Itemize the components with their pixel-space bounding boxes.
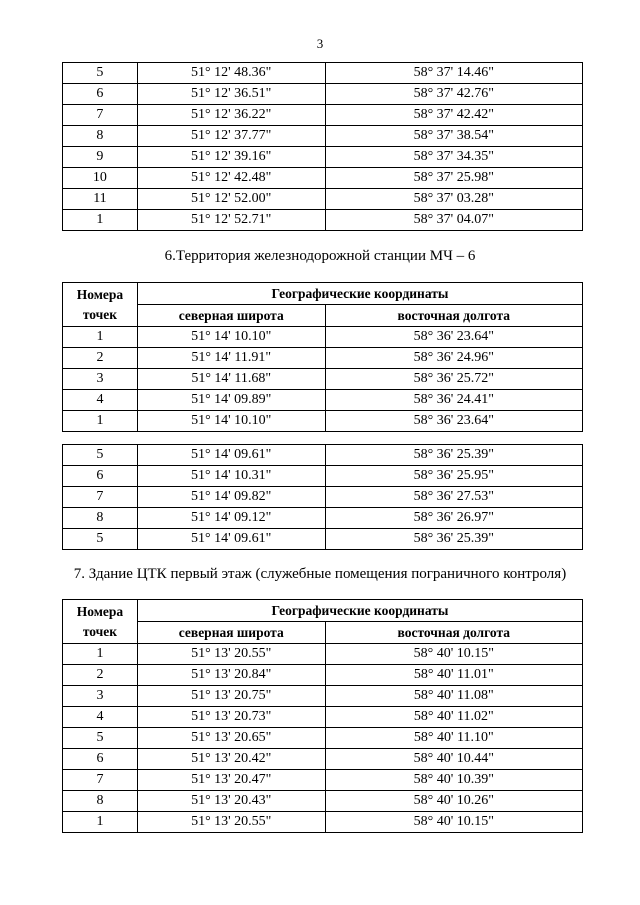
table-row [63, 749, 583, 770]
point-number-cell: 7 [63, 770, 138, 791]
longitude-cell: 58° 40' 11.10" [325, 728, 582, 749]
geo-coordinates-header: Географические координаты [137, 283, 582, 305]
table-body [63, 644, 583, 833]
table-row [63, 665, 583, 686]
latitude-cell: 51° 13' 20.84" [137, 665, 325, 686]
latitude-cell: 51° 12' 48.36" [137, 63, 325, 84]
latitude-cell: 51° 14' 09.12" [137, 508, 325, 529]
longitude-cell: 58° 36' 25.39" [325, 445, 583, 466]
latitude-cell: 51° 13' 20.55" [137, 812, 325, 833]
latitude-cell: 51° 13' 20.73" [137, 707, 325, 728]
longitude-cell: 58° 37' 03.28" [325, 189, 583, 210]
point-number-cell: 6 [63, 84, 138, 105]
point-number-cell: 11 [63, 189, 138, 210]
points-header: Номера точек [63, 283, 138, 327]
latitude-cell: 51° 14' 10.31" [137, 466, 325, 487]
coordinates-table-continued [62, 62, 583, 231]
geo-coordinates-header: Географические координаты [137, 600, 582, 622]
point-number-cell: 8 [63, 791, 138, 812]
point-number-cell: 6 [63, 466, 138, 487]
table-body [63, 327, 583, 432]
table-row [63, 466, 583, 487]
latitude-cell: 51° 13' 20.75" [137, 686, 325, 707]
latitude-cell: 51° 14' 09.61" [137, 445, 325, 466]
point-number-cell: 3 [63, 369, 138, 390]
latitude-cell: 51° 14' 10.10" [137, 327, 325, 348]
longitude-cell: 58° 37' 38.54" [325, 126, 583, 147]
longitude-cell: 58° 40' 11.08" [325, 686, 582, 707]
point-number-cell: 1 [63, 644, 138, 665]
longitude-cell: 58° 36' 23.64" [325, 327, 582, 348]
latitude-cell: 51° 13' 20.47" [137, 770, 325, 791]
table-row [63, 686, 583, 707]
point-number-cell: 1 [63, 327, 138, 348]
longitude-cell: 58° 36' 25.95" [325, 466, 583, 487]
longitude-cell: 58° 36' 24.41" [325, 390, 582, 411]
point-number-cell: 4 [63, 390, 138, 411]
latitude-header: северная широта [137, 305, 325, 327]
point-number-cell: 4 [63, 707, 138, 728]
longitude-header: восточная долгота [325, 305, 582, 327]
table-row [63, 487, 583, 508]
table-row [63, 791, 583, 812]
point-number-cell: 2 [63, 665, 138, 686]
longitude-cell: 58° 40' 10.15" [325, 644, 582, 665]
page-number: 3 [316, 36, 324, 51]
table-row [63, 147, 583, 168]
table-row [63, 812, 583, 833]
point-number-cell: 5 [63, 445, 138, 466]
longitude-header: восточная долгота [325, 622, 582, 644]
table-row [63, 189, 583, 210]
point-number-cell: 5 [63, 728, 138, 749]
section-7-heading: 7. Здание ЦТК первый этаж (служебные помещения пограничного контроля) [73, 566, 567, 582]
latitude-cell: 51° 14' 11.91" [137, 348, 325, 369]
latitude-cell: 51° 12' 39.16" [137, 147, 325, 168]
table-row [63, 105, 583, 126]
point-number-cell: 9 [63, 147, 138, 168]
longitude-cell: 58° 40' 11.02" [325, 707, 582, 728]
longitude-cell: 58° 40' 11.01" [325, 665, 582, 686]
longitude-cell: 58° 40' 10.15" [325, 812, 582, 833]
point-number-cell: 8 [63, 508, 138, 529]
latitude-header: северная широта [137, 622, 325, 644]
table-row [63, 529, 583, 550]
point-number-cell: 7 [63, 487, 138, 508]
point-number-cell: 5 [63, 63, 138, 84]
latitude-cell: 51° 12' 52.00" [137, 189, 325, 210]
latitude-cell: 51° 12' 52.71" [137, 210, 325, 231]
latitude-cell: 51° 14' 11.68" [137, 369, 325, 390]
section-7-table [62, 599, 583, 833]
section-6-table [62, 282, 583, 432]
latitude-cell: 51° 12' 36.22" [137, 105, 325, 126]
latitude-cell: 51° 14' 09.61" [137, 529, 325, 550]
table-body [63, 63, 583, 231]
longitude-cell: 58° 36' 23.64" [325, 411, 582, 432]
table-row [63, 210, 583, 231]
point-number-cell: 10 [63, 168, 138, 189]
longitude-cell: 58° 40' 10.39" [325, 770, 582, 791]
table-row [63, 84, 583, 105]
latitude-cell: 51° 13' 20.42" [137, 749, 325, 770]
latitude-cell: 51° 12' 36.51" [137, 84, 325, 105]
longitude-cell: 58° 36' 25.72" [325, 369, 582, 390]
point-number-cell: 3 [63, 686, 138, 707]
table-row [63, 411, 583, 432]
longitude-cell: 58° 36' 26.97" [325, 508, 583, 529]
latitude-cell: 51° 12' 37.77" [137, 126, 325, 147]
point-number-cell: 6 [63, 749, 138, 770]
table-row [63, 369, 583, 390]
longitude-cell: 58° 36' 27.53" [325, 487, 583, 508]
longitude-cell: 58° 37' 42.76" [325, 84, 583, 105]
longitude-cell: 58° 37' 42.42" [325, 105, 583, 126]
table-row [63, 63, 583, 84]
longitude-cell: 58° 40' 10.44" [325, 749, 582, 770]
point-number-cell: 5 [63, 529, 138, 550]
longitude-cell: 58° 36' 24.96" [325, 348, 582, 369]
longitude-cell: 58° 40' 10.26" [325, 791, 582, 812]
point-number-cell: 2 [63, 348, 138, 369]
table-row [63, 327, 583, 348]
table-row [63, 390, 583, 411]
latitude-cell: 51° 13' 20.65" [137, 728, 325, 749]
longitude-cell: 58° 37' 25.98" [325, 168, 583, 189]
point-number-cell: 8 [63, 126, 138, 147]
points-header: Номера точек [63, 600, 138, 644]
table-row [63, 348, 583, 369]
table-row [63, 126, 583, 147]
table-row [63, 770, 583, 791]
table-row [63, 707, 583, 728]
latitude-cell: 51° 12' 42.48" [137, 168, 325, 189]
longitude-cell: 58° 37' 34.35" [325, 147, 583, 168]
point-number-cell: 1 [63, 210, 138, 231]
table-row [63, 508, 583, 529]
table-row [63, 728, 583, 749]
latitude-cell: 51° 13' 20.55" [137, 644, 325, 665]
latitude-cell: 51° 14' 10.10" [137, 411, 325, 432]
longitude-cell: 58° 37' 04.07" [325, 210, 583, 231]
point-number-cell: 1 [63, 812, 138, 833]
section-6-heading: 6.Территория железнодорожной станции МЧ – 6 [164, 248, 476, 264]
latitude-cell: 51° 14' 09.82" [137, 487, 325, 508]
table-row [63, 644, 583, 665]
table-row [63, 445, 583, 466]
latitude-cell: 51° 13' 20.43" [137, 791, 325, 812]
point-number-cell: 1 [63, 411, 138, 432]
latitude-cell: 51° 14' 09.89" [137, 390, 325, 411]
longitude-cell: 58° 37' 14.46" [325, 63, 583, 84]
longitude-cell: 58° 36' 25.39" [325, 529, 583, 550]
section-6-table-2 [62, 444, 583, 550]
table-row [63, 168, 583, 189]
point-number-cell: 7 [63, 105, 138, 126]
table-body [63, 445, 583, 550]
